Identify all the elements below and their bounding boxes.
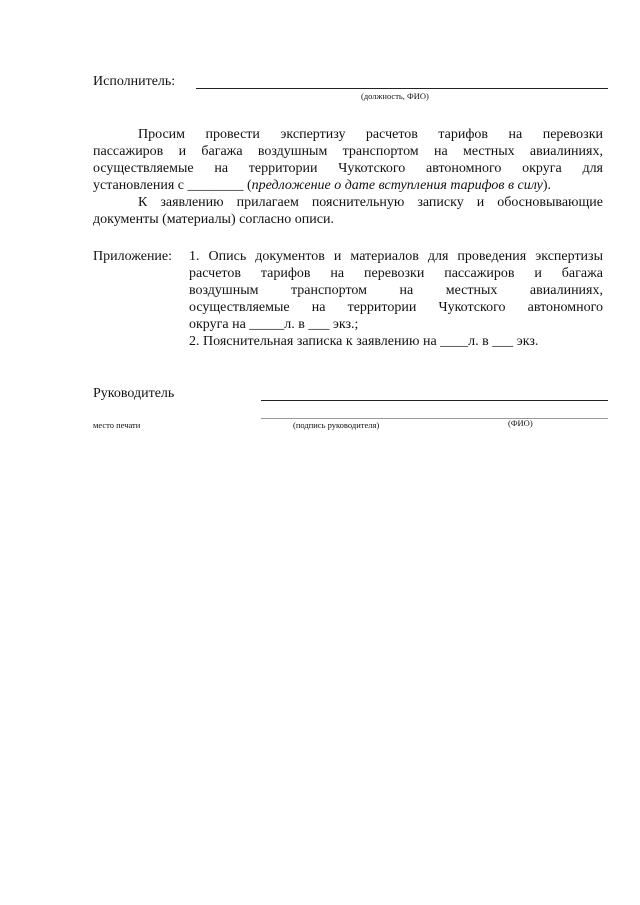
name-caption: (ФИО) (508, 418, 533, 428)
request-line-suffix: ). (542, 178, 552, 193)
request-line (93, 177, 603, 194)
appendix-line: 2. Пояснительная записка к заявлению на ____л. в ___ экз. (189, 334, 539, 349)
request-line: осуществляемые на территории Чукотского автономного округа для (93, 161, 603, 176)
appendix-line: осуществляемые на территории Чукотского автономного (189, 300, 603, 315)
appendix-label: Приложение: (93, 249, 173, 264)
request-line: Просим провести экспертизу расчетов тарифов на перевозки (138, 127, 603, 142)
appendix-line: воздушным транспортом на местных авиалиниях, (189, 283, 603, 298)
executor-underline (196, 88, 608, 89)
request-paragraph (93, 126, 603, 228)
appendix-line: округа на _____л. в ___ экз.; (189, 317, 359, 332)
appendix-list (189, 248, 603, 350)
request-line-prefix: установления с ________ ( (93, 178, 252, 193)
signature-underline-lower (261, 418, 608, 419)
executor-label: Исполнитель: (93, 74, 176, 89)
appendix-line: 1. Опись документов и материалов для проведения экспертизы (189, 249, 603, 264)
request-line: К заявлению прилагаем пояснительную записку и обосновывающие (138, 195, 603, 210)
request-line: документы (материалы) согласно описи. (93, 212, 334, 227)
appendix-line: расчетов тарифов на перевозки пассажиров и багажа (189, 266, 603, 281)
signature-underline (261, 400, 608, 401)
request-line: пассажиров и багажа воздушным транспортом на местных авиалиниях, (93, 144, 603, 159)
stamp-caption: место печати (93, 420, 141, 430)
request-line-italic: предложение о дате вступления тарифов в силу (251, 178, 543, 193)
executor-caption: (должность, ФИО) (361, 91, 429, 101)
signature-caption: (подпись руководителя) (293, 420, 380, 430)
head-label: Руководитель (93, 386, 175, 401)
